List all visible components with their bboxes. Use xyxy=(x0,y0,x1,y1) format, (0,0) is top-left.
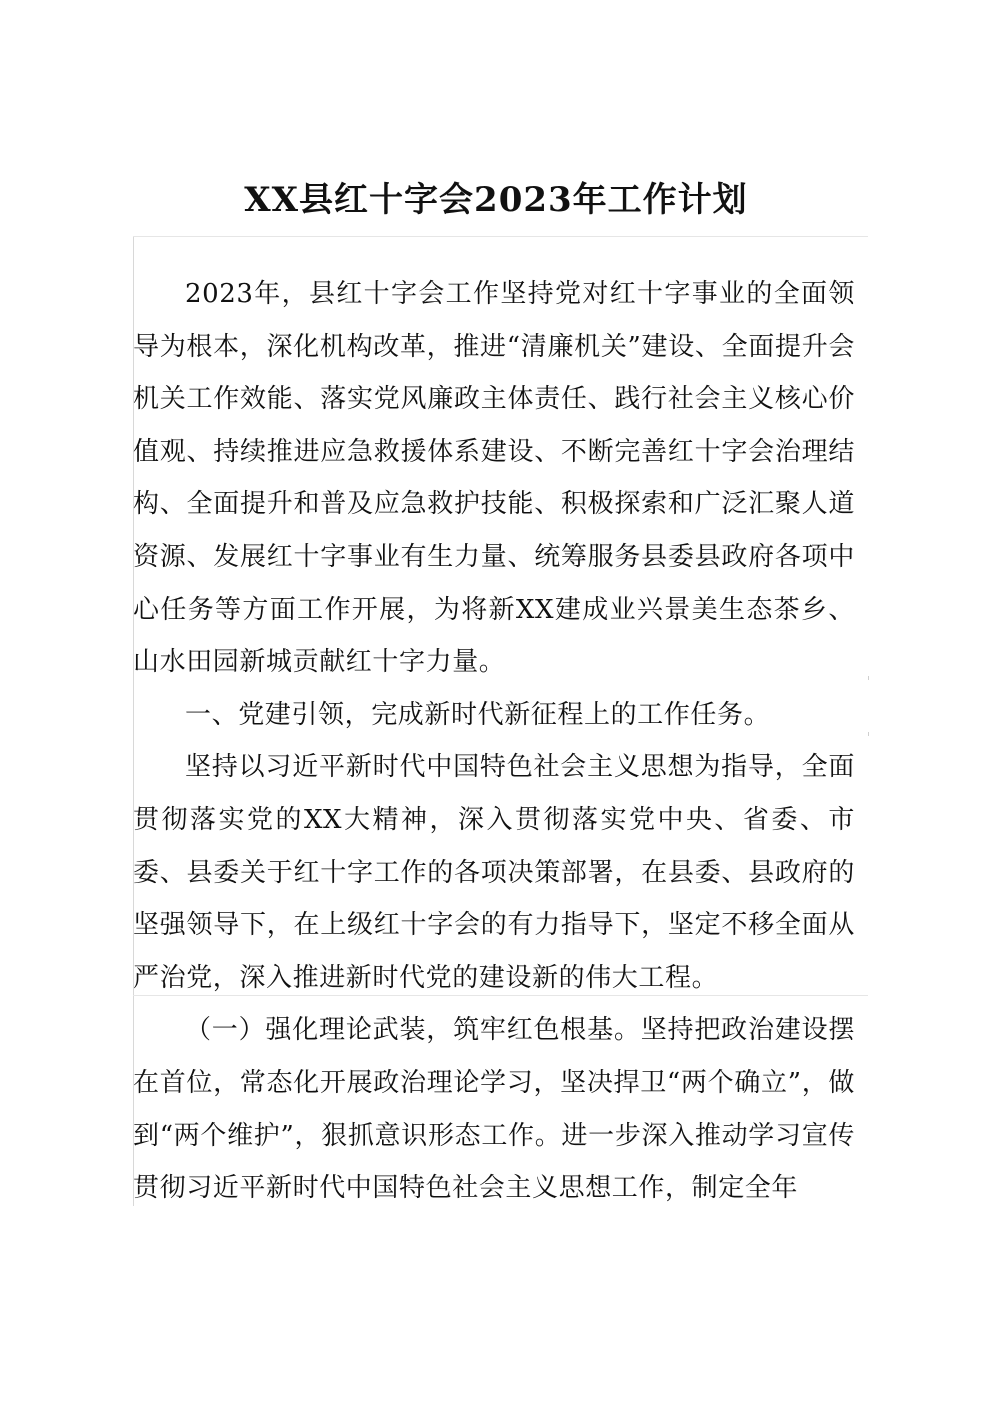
section-heading: 一、党建引领，完成新时代新征程上的工作任务。 xyxy=(185,699,771,730)
top-margin-line xyxy=(133,236,868,237)
document-title: XX县红十字会2023年工作计划 xyxy=(244,180,748,220)
intro-paragraph: 2023年，县红十字会工作坚持党对红十字事业的全面领导为根本，深化机构改革，推进“清廉机关”建设、全面提升会机关工作效能、落实党风廉政主体责任、践行社会主义核心价值观、持续推进应急救援体系建设、不断完善红十字会治理结构、全面提升和普及应急救护技能、积极探索和广泛汇聚人道资源、发展红十字事业有生力量、统筹服务县委县政府各项中心任务等方面工作开展，为将新XX建成业兴景美生态茶乡、山水田园新城贡献红十字力量。 xyxy=(133,279,855,678)
subsection-paragraph: （一）强化理论武装，筑牢红色根基。坚持把政治建设摆在首位，常态化开展政治理论学习，坚决捍卫“两个确立”，做到“两个维护”，狠抓意识形态工作。进一步深入推动学习宣传贯彻习近平新时代中国特色社会主义思想工作，制定全年 xyxy=(133,1015,855,1204)
margin-tick xyxy=(868,732,869,736)
margin-tick xyxy=(868,676,869,680)
section-paragraph: 坚持以习近平新时代中国特色社会主义思想为指导，全面贯彻落实党的XX大精神，深入贯彻落实党中央、省委、市委、县委关于红十字工作的各项决策部署，在县委、县政府的坚强领导下，在上级红十字会的有力指导下，坚定不移全面从严治党，深入推进新时代党的建设新的伟大工程。 xyxy=(133,752,855,993)
document-body xyxy=(133,268,855,1215)
